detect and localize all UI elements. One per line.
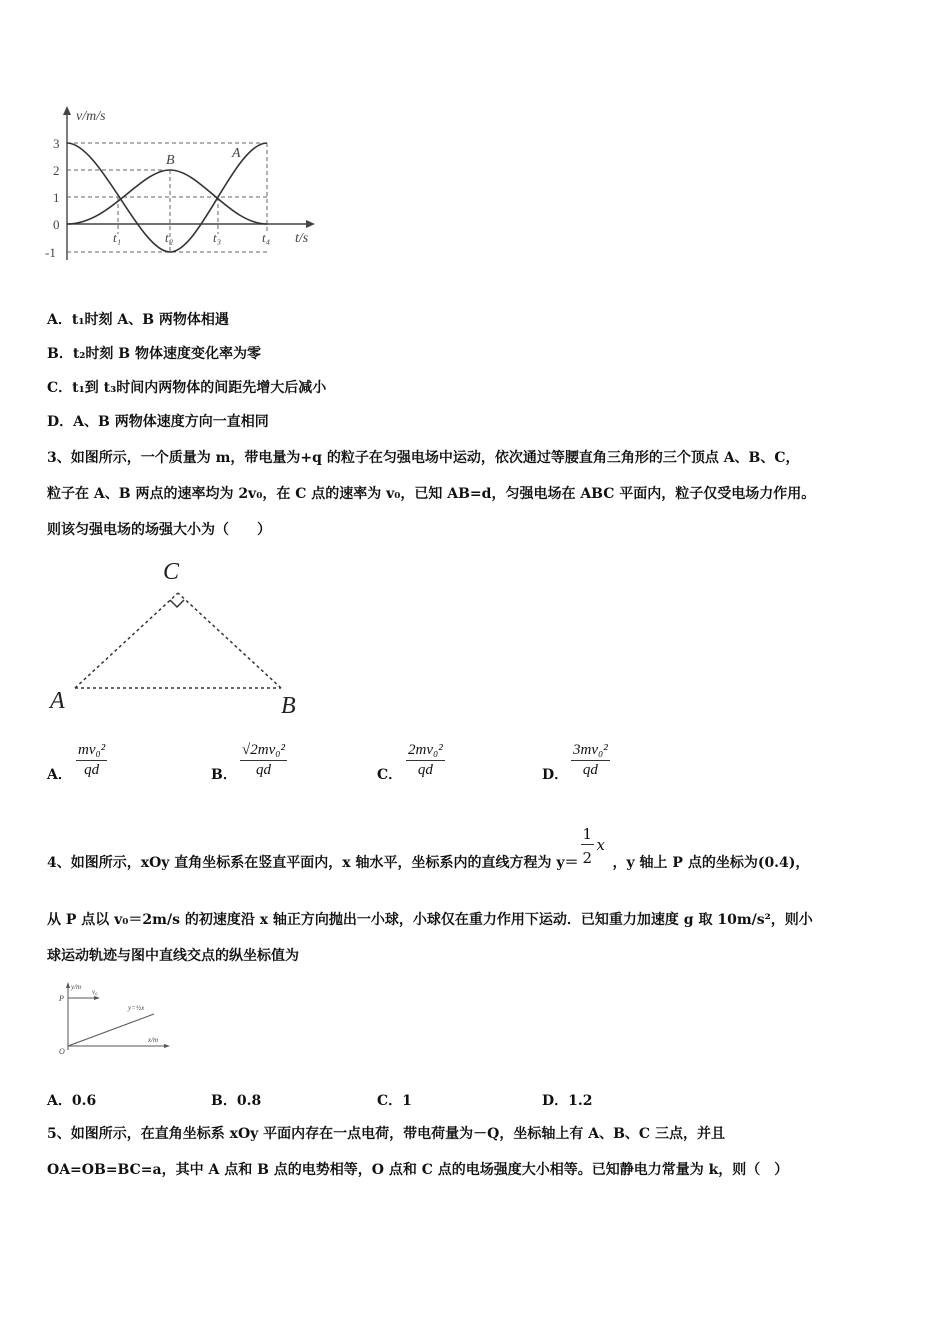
q4-fraction-num: 1 xyxy=(582,825,593,843)
vt-y-arrow xyxy=(63,106,71,115)
triangle-figure xyxy=(45,555,315,725)
side-ac xyxy=(75,593,178,688)
curve-b-label: B xyxy=(166,153,175,168)
vt-xtick-t4: t₄ xyxy=(262,230,271,245)
q3-option-d-num: 3mv₀² xyxy=(571,742,610,761)
vertex-a: A xyxy=(50,688,65,714)
q4-line-y-half-x xyxy=(68,1014,154,1046)
q4-line-2: 从 P 点以 v₀＝2m/s 的初速度沿 x 轴正方向抛出一小球，小球仅在重力作用下运动．已知重力加速度 g 取 10m/s²，则小 xyxy=(47,912,813,928)
q3-option-d-letter: D． xyxy=(542,767,569,783)
q4-line-3: 球运动轨迹与图中直线交点的纵坐标值为 xyxy=(47,948,299,964)
q3-option-b-num: √2mv₀² xyxy=(240,742,287,761)
q2-option-d: D．A、B 两物体速度方向一直相同 xyxy=(47,414,269,430)
q3-option-d-fraction xyxy=(571,742,610,779)
q3-line-3: 则该匀强电场的场强大小为（ ） xyxy=(47,522,271,538)
q4-fig-ylabel: y/m xyxy=(71,983,82,991)
vt-ytick-1: 1 xyxy=(53,190,60,205)
vt-ytick-2: 2 xyxy=(53,163,60,178)
q4-x-arrow xyxy=(164,1044,170,1048)
q5-line-1: 5、如图所示，在直角坐标系 xOy 平面内存在一点电荷，带电荷量为－Q，坐标轴上有 A、B、C 三点，并且 xyxy=(47,1126,725,1142)
vt-xtick-t2: t₂ xyxy=(165,230,174,245)
q3-option-c-letter: C． xyxy=(377,767,403,783)
q4-line-1-pre: 4、如图所示，xOy 直角坐标系在竖直平面内，x 轴水平，坐标系内的直线方程为 y＝ xyxy=(47,855,579,871)
q3-option-a-letter: A． xyxy=(47,767,72,783)
q4-fraction-var: x xyxy=(596,836,605,854)
vt-ylabel: v/m/s xyxy=(76,109,106,124)
q3-option-a-fraction xyxy=(76,742,107,779)
vt-ytick-3: 3 xyxy=(53,136,60,151)
q4-fig-eq: y=½x xyxy=(128,1004,145,1012)
q4-line-1-post: ，y 轴上 P 点的坐标为(0.4)， xyxy=(612,855,810,871)
q2-option-b: B．t₂时刻 B 物体速度变化率为零 xyxy=(47,346,262,362)
vertex-c: C xyxy=(163,559,180,585)
right-angle-mark xyxy=(170,600,184,607)
q4-option-d: D．1.2 xyxy=(542,1093,593,1109)
vertex-b: B xyxy=(281,693,296,719)
q4-option-b: B．0.8 xyxy=(211,1093,262,1109)
vt-xtick-t1: t₁ xyxy=(113,230,122,245)
q4-option-a: A．0.6 xyxy=(47,1093,97,1109)
vt-xlabel: t/s xyxy=(295,231,309,246)
q3-option-b-den: qd xyxy=(255,762,271,778)
q4-option-c: C．1 xyxy=(377,1093,412,1109)
q3-option-b-letter: B． xyxy=(211,767,237,783)
q4-velocity-arrowhead xyxy=(94,996,100,1000)
q2-option-c: C．t₁到 t₃时间内两物体的间距先增大后减小 xyxy=(47,380,327,396)
q3-line-2: 粒子在 A、B 两点的速率均为 2v₀，在 C 点的速率为 v₀，已知 AB=d，匀强电场在 ABC 平面内，粒子仅受电场力作用。 xyxy=(47,486,816,502)
vt-graph xyxy=(40,100,330,270)
q3-line-1: 3、如图所示，一个质量为 m，带电量为+q 的粒子在匀强电场中运动，依次通过等腰直角三角形的三个顶点 A、B、C， xyxy=(47,450,800,466)
q3-option-a-den: qd xyxy=(84,762,100,778)
q3-option-c-num: 2mv₀² xyxy=(406,742,445,761)
q3-option-b-fraction xyxy=(240,742,287,779)
q4-y-arrow xyxy=(66,982,70,988)
side-bc xyxy=(178,593,281,688)
q5-line-2: OA=OB=BC=a，其中 A 点和 B 点的电势相等，O 点和 C 点的电场强度大小相等。已知静电力常量为 k，则（ ） xyxy=(47,1162,789,1178)
q3-option-c-den: qd xyxy=(417,762,433,778)
q4-fig-xlabel: x/m xyxy=(148,1036,159,1044)
vt-ytick-neg1: -1 xyxy=(45,245,56,260)
q3-option-c-fraction xyxy=(406,742,445,779)
vt-xtick-t3: t₃ xyxy=(213,230,222,245)
q4-fraction-den: 2 xyxy=(582,849,593,867)
vt-x-arrow xyxy=(306,220,315,228)
curve-a-label: A xyxy=(232,146,241,161)
q4-equation-fraction xyxy=(579,825,613,867)
q4-figure xyxy=(56,980,176,1060)
q4-line-1 xyxy=(47,825,810,873)
q3-option-a-num: mv₀² xyxy=(76,742,107,761)
q4-fig-p: P xyxy=(59,994,64,1003)
vt-ytick-0: 0 xyxy=(53,217,60,232)
q4-fig-v: v₀ xyxy=(92,988,98,996)
q4-fig-o: O xyxy=(59,1047,65,1056)
q3-option-d-den: qd xyxy=(582,762,598,778)
q2-option-a: A．t₁时刻 A、B 两物体相遇 xyxy=(47,312,229,328)
